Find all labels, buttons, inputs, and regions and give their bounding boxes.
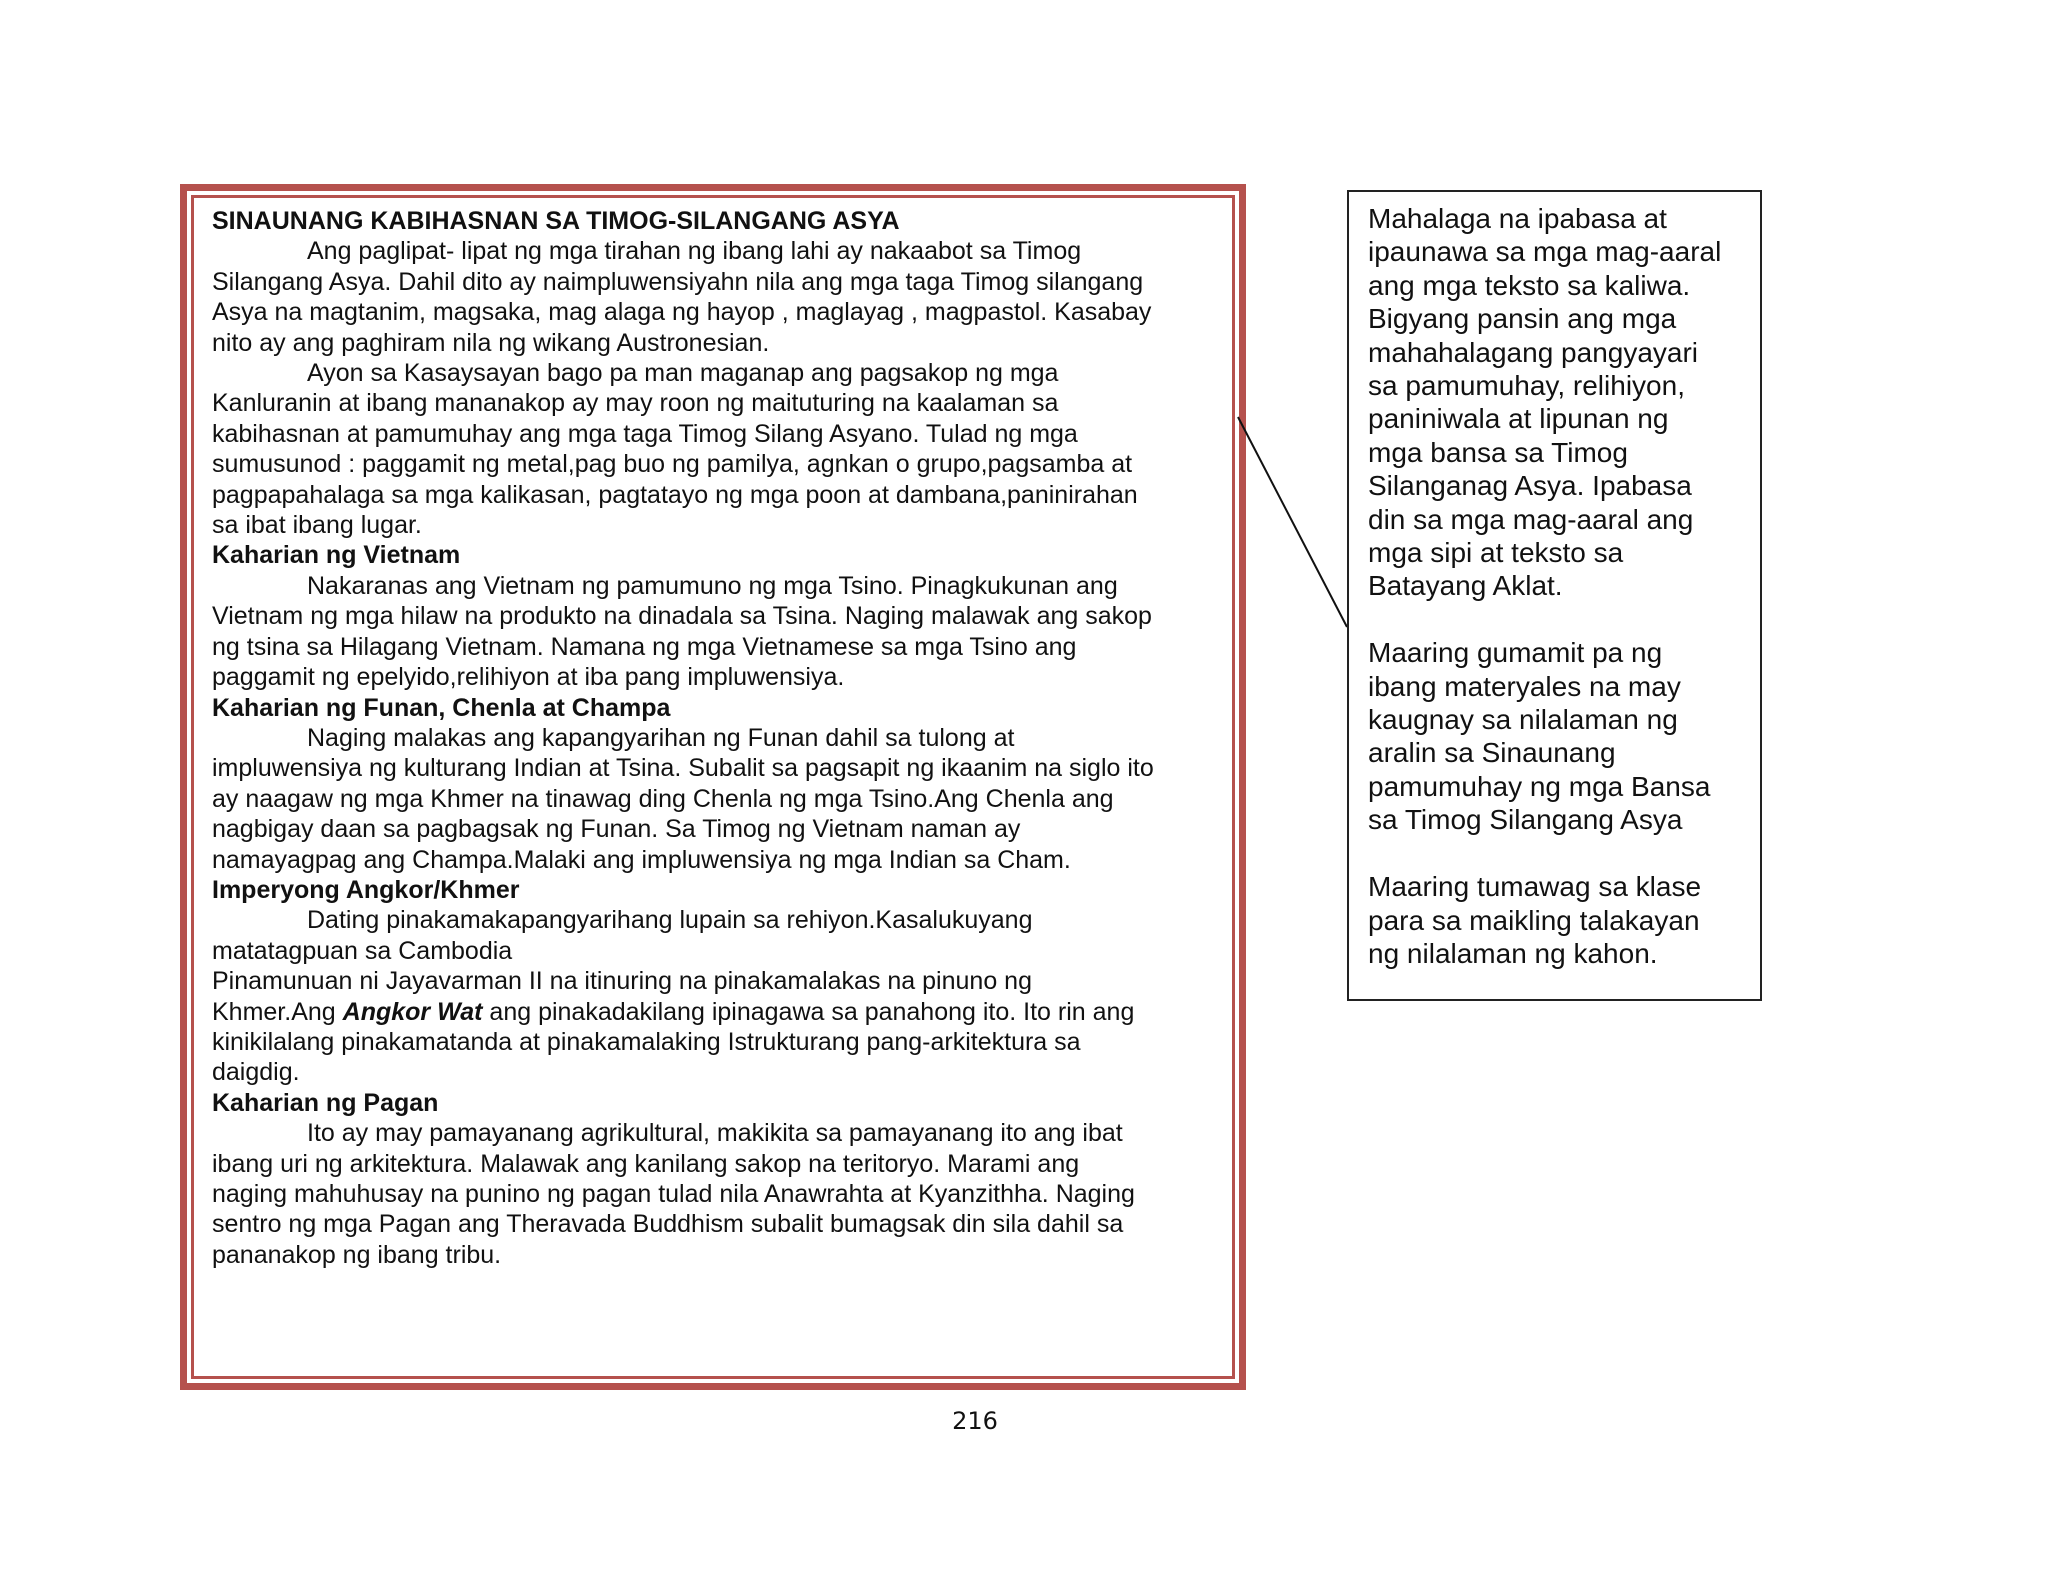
text-line: sumusunod : paggamit ng metal,pag buo ng pamilya, agnkan o grupo,pagsamba at	[212, 450, 1133, 479]
section-heading-vietnam: Kaharian ng Vietnam	[212, 541, 461, 570]
text-line: Ito ay may pamayanang agrikultural, makikita sa pamayanang ito ang ibat	[307, 1119, 1123, 1148]
note-line: din sa mga mag-aaral ang	[1368, 503, 1694, 535]
text-segment: Khmer.Ang	[212, 997, 343, 1026]
text-line: Dating pinakamakapangyarihang lupain sa rehiyon.Kasalukuyang	[307, 906, 1033, 935]
text-line: Nakaranas ang Vietnam ng pamumuno ng mga Tsino. Pinagkukunan ang	[307, 571, 1118, 600]
document-title: SINAUNANG KABIHASNAN SA TIMOG-SILANGANG ASYA	[212, 207, 900, 235]
note-line: Silanganag Asya. Ipabasa	[1368, 470, 1692, 502]
text-line: matatagpuan sa Cambodia	[212, 936, 513, 965]
note-line: Batayang Aklat.	[1368, 570, 1563, 602]
section-heading-angkor: Imperyong Angkor/Khmer	[212, 875, 520, 904]
text-line: ibang uri ng arkitektura. Malawak ang kanilang sakop na teritoryo. Marami ang	[212, 1149, 1080, 1178]
note-line: para sa maikling talakayan	[1368, 904, 1700, 936]
note-line: pamumuhay ng mga Bansa	[1368, 770, 1711, 802]
section-heading-pagan: Kaharian ng Pagan	[212, 1088, 439, 1117]
note-line: mga sipi at teksto sa	[1368, 537, 1624, 569]
text-line: Kanluranin at ibang mananakop ay may roon ng maituturing na kaalaman sa	[212, 389, 1059, 418]
text-line: nagbigay daan sa pagbagsak ng Funan. Sa Timog ng Vietnam naman ay	[212, 815, 1021, 844]
text-line: namayagpag ang Champa.Malaki ang impluwensiya ng mga Indian sa Cham.	[212, 845, 1071, 874]
text-line: Asya na magtanim, magsaka, mag alaga ng hayop , maglayag , magpastol. Kasabay	[212, 298, 1152, 327]
text-line: naging mahuhusay na punino ng pagan tulad nila Anawrahta at Kyanzithha. Naging	[212, 1180, 1135, 1208]
section-heading-funan: Kaharian ng Funan, Chenla at Champa	[212, 693, 671, 722]
text-line: Silangang Asya. Dahil dito ay naimpluwensiyahn nila ang mga taga Timog silangang	[212, 267, 1144, 296]
funan-paragraph	[212, 723, 1227, 753]
note-line: Bigyang pansin ang mga	[1368, 303, 1677, 335]
text-line: Naging malakas ang kapangyarihan ng Funan dahil sa tulong at	[307, 723, 1015, 752]
angkor-paragraph	[212, 905, 1227, 935]
angkor-wat-emphasis: Angkor Wat	[342, 997, 483, 1026]
vietnam-paragraph	[212, 571, 1227, 601]
paragraph-gap	[1368, 603, 1753, 636]
note-line: sa Timog Silangang Asya	[1368, 804, 1683, 836]
text-line: Ang paglipat- lipat ng mga tirahan ng ibang lahi ay nakaabot sa Timog	[307, 237, 1082, 266]
note-line: ang mga teksto sa kaliwa.	[1368, 269, 1691, 301]
text-line: Vietnam ng mga hilaw na produkto na dinadala sa Tsina. Naging malawak ang sakop	[212, 602, 1152, 631]
note-line: aralin sa Sinaunang	[1368, 737, 1616, 769]
text-line: nito ay ang paghiram nila ng wikang Austronesian.	[212, 328, 770, 357]
text-line: impluwensiya ng kulturang Indian at Tsina. Subalit sa pagsapit ng ikaanim na siglo ito	[212, 754, 1154, 783]
note-line: Mahalaga na ipabasa at	[1368, 203, 1667, 234]
note-line: Maaring gumamit pa ng	[1368, 637, 1663, 669]
note-line: ng nilalaman ng kahon.	[1368, 937, 1658, 969]
paragraph-gap	[1368, 837, 1753, 870]
note-line: sa pamumuhay, relihiyon,	[1368, 370, 1685, 402]
text-line: sa ibat ibang lugar.	[212, 511, 422, 540]
text-line: pagpapahalaga sa mga kalikasan, pagtatayo ng mga poon at dambana,paninirahan	[212, 480, 1138, 509]
text-line: kinikilalang pinakamatanda at pinakamalaking Istrukturang pang-arkitektura sa	[212, 1027, 1081, 1056]
intro-paragraph-1	[212, 236, 1227, 266]
text-line: pananakop ng ibang tribu.	[212, 1240, 502, 1269]
page-number: 216	[952, 1407, 998, 1435]
intro-paragraph-2	[212, 358, 1227, 388]
text-line: paggamit ng epelyido,relihiyon at iba pang impluwensiya.	[212, 663, 845, 692]
pagan-paragraph	[212, 1118, 1227, 1148]
note-line: ibang materyales na may	[1368, 670, 1681, 702]
text-line: kabihasnan at pamumuhay ang mga taga Timog Silang Asyano. Tulad ng mga	[212, 419, 1078, 448]
note-line: paniniwala at lipunan ng	[1368, 403, 1669, 435]
main-text-content	[212, 206, 1227, 1270]
text-line: ng tsina sa Hilagang Vietnam. Namana ng mga Vietnamese sa mga Tsino ang	[212, 632, 1077, 661]
text-line: Ayon sa Kasaysayan bago pa man maganap ang pagsakop ng mga	[307, 359, 1059, 388]
note-line: mahahalagang pangyayari	[1368, 336, 1699, 368]
text-line: sentro ng mga Pagan ang Theravada Buddhism subalit bumagsak din sila dahil sa	[212, 1210, 1124, 1239]
note-line: mga bansa sa Timog	[1368, 436, 1628, 468]
note-line: ipaunawa sa mga mag-aaral	[1368, 236, 1722, 268]
note-line: Maaring tumawag sa klase	[1368, 871, 1702, 903]
teacher-note-content	[1368, 202, 1753, 970]
text-line: daigdig.	[212, 1058, 300, 1087]
text-segment: ang pinakadakilang ipinagawa sa panahong ito. Ito rin ang	[482, 997, 1135, 1026]
text-line-angkor-wat	[212, 997, 1227, 1027]
text-line: Pinamunuan ni Jayavarman II na itinuring na pinakamalakas na pinuno ng	[212, 967, 1032, 996]
note-line: kaugnay sa nilalaman ng	[1368, 704, 1678, 736]
text-line: ay naagaw ng mga Khmer na tinawag ding Chenla ng mga Tsino.Ang Chenla ang	[212, 784, 1114, 813]
